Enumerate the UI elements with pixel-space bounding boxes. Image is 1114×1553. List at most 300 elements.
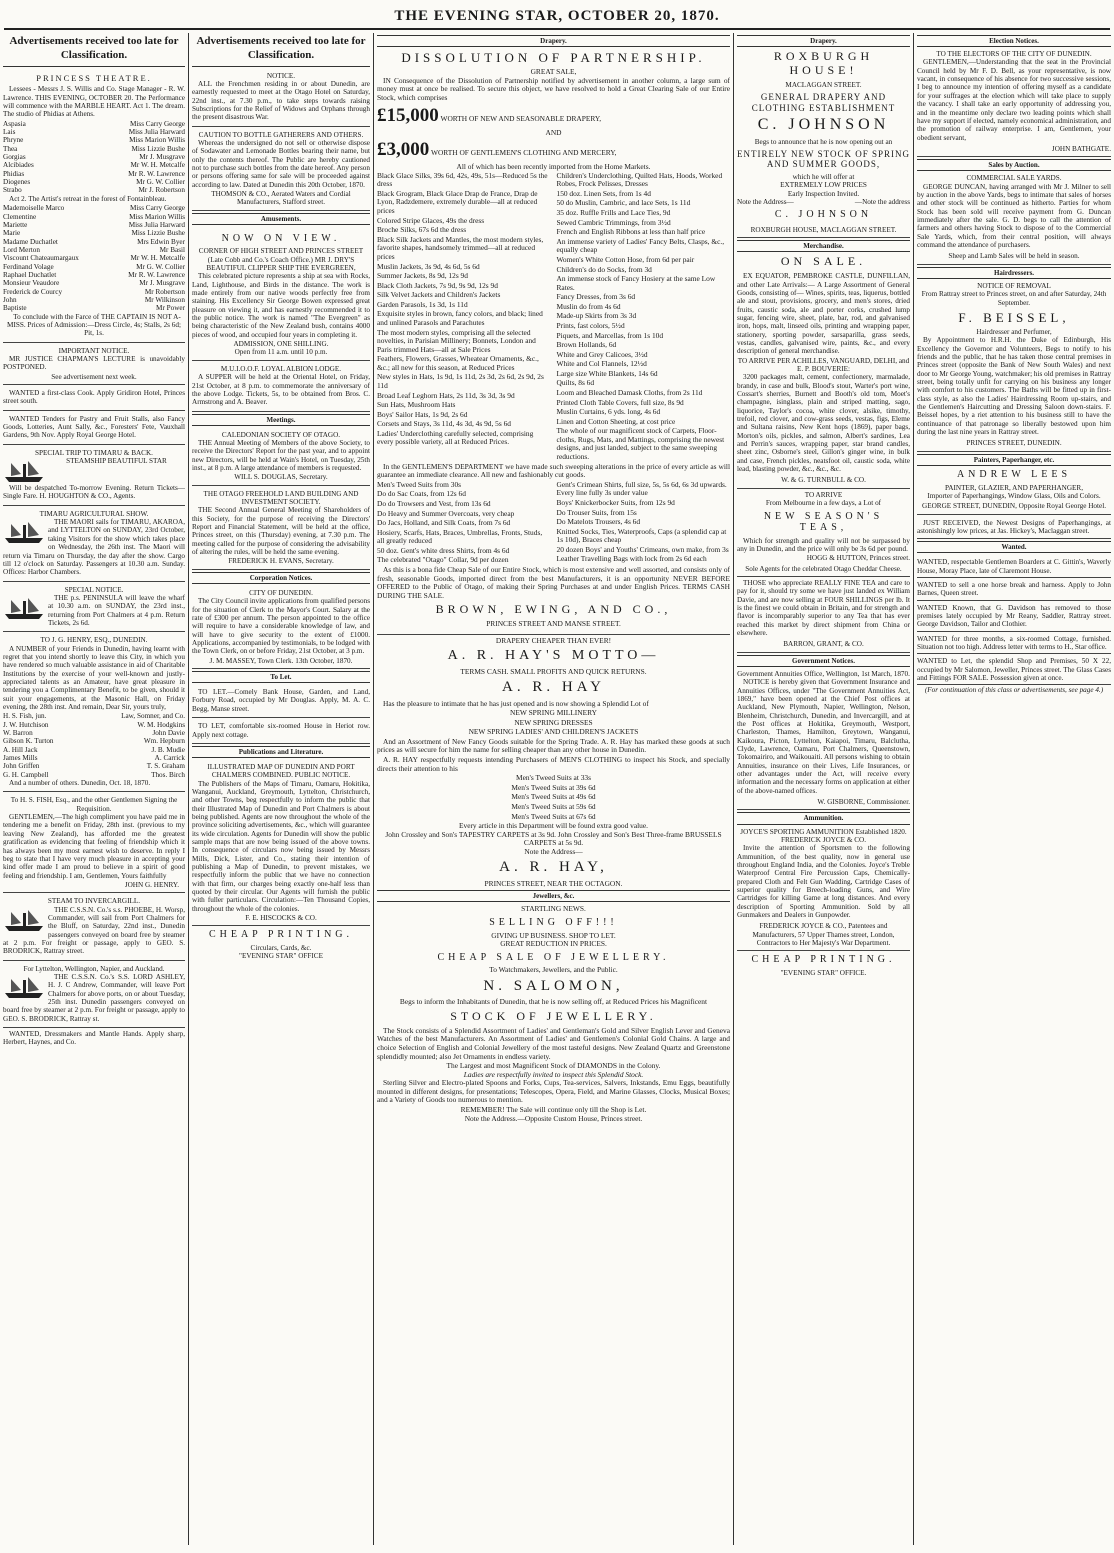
caution-text: Whereas the undersigned do not sell or otherwise dispose of Sodawater and Lemonade Bottles bearing their name, but only the contents thereof. The Public are hereby cautioned not to purchase such bottles from the date hereof. Any person or persons offering same for sale will be proceeded against according to law. Dated at Dunedin this 20th October, 1870. <box>192 138 370 189</box>
johnson-name-2: C. JOHNSON <box>774 209 873 221</box>
beissel-address: PRINCES STREET, DUNEDIN. <box>917 437 1111 451</box>
signer-row-right: John Davie <box>152 729 185 738</box>
gents-item: Leather Travelling Bags with lock from 2s 6d each <box>556 554 707 564</box>
special-title: SPECIAL NOTICE. <box>64 585 124 594</box>
column-heading: Advertisements received too late for Classification. <box>192 33 370 67</box>
wanted-list <box>917 556 1111 685</box>
admission: ADMISSION, ONE SHILLING. <box>233 340 329 349</box>
cheap-printing-title: CHEAP PRINTING. <box>751 954 896 966</box>
ladies-invite: Ladies are respectfully invited to inspect this Splendid Stock. <box>463 1069 644 1079</box>
steam-ad <box>3 895 185 960</box>
lodge-ad <box>192 363 370 412</box>
freehold-ad <box>192 488 370 570</box>
cast-row-right: Mr J. Musgrave <box>139 153 185 162</box>
cast-row-left: Baptiste <box>3 304 27 313</box>
drapery-item: 50 do Muslin, Cambric, and lace Sets, 1s 11d <box>556 198 691 208</box>
steamship-icon <box>3 595 45 621</box>
caledonian-title: CALEDONIAN SOCIETY OF OTAGO. <box>221 430 341 439</box>
lees-text: Importer of Paperhangings, Window Glass, Oils and Colors. <box>927 491 1101 500</box>
theatre-ad <box>3 70 185 343</box>
tea-agents: Sole Agents for the celebrated Otago Cheddar Cheese. <box>737 563 910 577</box>
drapery-item: White and Col Flannels, 12½d <box>556 359 647 369</box>
salomon-name: N. SALOMON, <box>483 977 624 994</box>
drapery-item: New styles in Hats, 1s 9d, 1s 11d, 2s 3d, 2s 6d, 2s 9d, 2s 11d <box>377 372 544 391</box>
cast-row-left: Marie <box>3 229 21 238</box>
cast-row-left: Viscount Chateaumargaux <box>3 254 79 263</box>
act-two: Act 2. The Artist's retreat in the forest of Fontainbleau. <box>9 194 167 203</box>
cast-row <box>3 170 185 178</box>
view-ad <box>192 228 370 361</box>
cast-row-right: Mr J. Musgrave <box>139 279 185 288</box>
signer-row <box>3 712 185 720</box>
signer-row <box>3 721 185 729</box>
imported-note: All of which has been recently imported from the Home Markets. <box>456 162 651 172</box>
steamship-icon <box>3 458 45 484</box>
section-label: Publications and Literature. <box>192 746 370 758</box>
cast-row-right: Miss Julia Harward <box>128 220 185 229</box>
jewellery-stock: STOCK OF JEWELLERY. <box>450 1008 657 1023</box>
cast-row <box>3 186 185 194</box>
caledonian-text: THE Annual Meeting of Members of the above Society, to receive the Directors' Report for the past year, and to appoint new Directors, will be held at Wain's Hotel, on Tuesday, 25th inst., at 8 p.m. A large attendance of members is requested. <box>192 439 370 473</box>
election-text: GENTLEMEN,—Understanding that the seat in the Provincial Council held by Mr F. D. Bell, as your representative, is now vacant, in consequence of his absence for two successive sessions, I beg to announce my intention of offering myself as a candidate for your suffrages at the election which will take place to supply the vacancy. I shall take an early opportunity of addressing you, and in the meantime only declare two leading points which shall have my support if elected, namely economical administration, and the promotion of railway enterprise. I am, Gentlemen, your obedient servant, <box>917 58 1111 142</box>
arrive-title: TO ARRIVE PER ACHILLES, VANGUARD, DELHI, and E. P. BOUVERIE: <box>737 356 910 374</box>
general-drapery: GENERAL DRAPERY AND CLOTHING ESTABLISHMENT <box>751 92 896 113</box>
on-sale-text: EX EQUATOR, PEMBROKE CASTLE, DUNFILLAN, and other Late Arrivals:— A Large Assortment of General Goods, consisting of— Wines, spirits, teas, liquerus, bottled ale and stout, provisions, grocery, and men's stores, dried fruits, caustic soda, ale and porter corks, crushed lump sugar, fencing wire, sheet, plate, bar, rod, and galvanised iron, hops, malt, linseed oils, printing and wrapping paper, stationery, sporting powder, sarsaparilla, grass seeds, vestas, candles, galvanised wire, paints, &c., and every description of general merchandise. <box>737 272 910 356</box>
cast-row-left: Aspasia <box>3 119 26 128</box>
cast-row-left: Clementine <box>3 212 37 221</box>
cheap-printing-sub: Circulars, Cards, &c. <box>250 944 312 953</box>
signer-row-left: W. Barron <box>3 729 33 738</box>
signer-row-right: J. B. Mudie <box>151 745 185 754</box>
arrive-signature: W. & G. TURNBULL & CO. <box>737 474 910 488</box>
steamship-icon <box>3 907 45 933</box>
section-label: To Let. <box>192 671 370 683</box>
drapery-item: The most modern styles, comprising all the selected novelties, in Parisian Millinery; Bonnets, London and Paris trimmed Hats—all at Sale Prices <box>377 327 536 354</box>
cast-row <box>3 279 185 287</box>
signer-row-left: James Mills <box>3 754 38 763</box>
henry-text: A NUMBER of your Friends in Dunedin, having learnt with regret that you intend shortly to leave this City, in which you have rendered so much valuable assistance in aid of Charitable Institutions by the exercise of your well-known and justly-appreciated talents as an Amateur, have great pleasure in tendering you a Complimentary Benefit, to be given, should it suit your engagements, at the Masonic Hall, on Friday evening, the 28th inst. And remain, Dear Sir, yours truly, <box>3 644 185 712</box>
note-address: Note the Address— <box>524 846 583 856</box>
cast-row-left: John <box>3 295 17 304</box>
ammo-title: JOYCE'S SPORTING AMMUNITION Established 1820. <box>740 827 907 836</box>
carpets: John Crossley and Son's TAPESTRY CARPETS at 3s 9d. John Crossley and Son's Best Three-frame BRUSSELS CARPETS at 5s 9d. <box>385 829 722 848</box>
and-text: AND <box>545 127 562 137</box>
notice-title: IMPORTANT NOTICE. <box>58 346 130 355</box>
henry-title: TO J. G. HENRY, ESQ., DUNEDIN. <box>40 636 148 645</box>
gov-office: Government Annuities Office, Wellington, 1st March, 1870. <box>737 669 910 678</box>
map-ad <box>192 761 370 927</box>
cheaper-title: DRAPERY CHEAPER THAN EVER! <box>495 635 612 645</box>
gents-item: 50 doz. Gent's white dress Shirts, from 4s 6d <box>377 545 510 555</box>
signer-row-left: A. Hill Jack <box>3 745 38 754</box>
caution-title: CAUTION TO BOTTLE GATHERERS AND OTHERS. <box>198 130 364 139</box>
section-label: Ammunition. <box>737 812 910 824</box>
cast-row-left: Phidias <box>3 169 25 178</box>
cast-row <box>3 238 185 246</box>
signer-row <box>3 737 185 745</box>
drapery-item: Silk Velvet Jackets and Children's Jackets <box>377 290 501 300</box>
signer-row-left: H. S. Fish, jun. <box>3 712 47 721</box>
cast-row-left: Alcibiades <box>3 161 34 170</box>
tea-title: TO ARRIVE <box>804 490 843 499</box>
map-signature: F. E. HISCOCKS & CO. <box>245 914 317 923</box>
steam-title: STEAM TO INVERCARGILL. <box>47 897 141 906</box>
section-label: Jewellers, &c. <box>377 890 730 902</box>
lodge-title: M.U.I.O.O.F. LOYAL ALBION LODGE. <box>220 364 342 373</box>
amount-clothing: £3,000 <box>377 139 430 161</box>
trip-title: SPECIAL TRIP TO TIMARU & BACK. <box>35 448 153 457</box>
city-title: CITY OF DUNEDIN. <box>249 588 313 597</box>
early-inspection: Early Inspection Invited. <box>787 189 860 198</box>
cast-row-left: Madame Duchatlet <box>3 237 58 246</box>
hay-motto: A. R. HAY'S MOTTO— <box>447 648 660 664</box>
ammo-firm: FREDERICK JOYCE & CO. <box>780 835 867 844</box>
cast-row-left: Mariette <box>3 220 28 229</box>
tea-big: NEW SEASON'S TEAS, <box>763 510 884 534</box>
drapery-item: Black Cloth Jackets, 7s 9d, 9s 9d, 12s 9d <box>377 280 498 290</box>
drapery-item: Quilts, 8s 6d <box>556 378 595 388</box>
cast-row-right: Miss Carry George <box>130 119 185 128</box>
caledonian-ad <box>192 429 370 486</box>
hay-terms: TERMS CASH. SMALL PROFITS AND QUICK RETURNS. <box>460 666 647 676</box>
yards-text: GEORGE DUNCAN, having arranged with Mr J. Milner to sell by auction in the above Yards, begs to intimate that sales of horses and other stock will be continued as hitherto. Parties for whom Stock has been sold will receive payment from G. Duncan immediately after the sale. G. D. begs to call the attention of farmers and others having Stock to dispose of to the Commercial Sale Yards, which, from their central position, will always command the attendance of purchasers. <box>917 182 1111 250</box>
to-watchmakers: To Watchmakers, Jewellers, and the Public. <box>489 965 618 975</box>
newspaper-title: THE EVENING STAR, OCTOBER 20, 1870. <box>394 8 720 24</box>
drapery-item: 150 doz. Linen Sets, from 1s 4d <box>556 188 651 198</box>
column-heading: Advertisements received too late for Classification. <box>3 33 185 67</box>
roxburgh-street: MACLAGGAN STREET. <box>785 80 862 89</box>
cast-row-right: Mr Wilkinson <box>144 295 185 304</box>
stock-text: The Stock consists of a Splendid Assortment of Ladies' and Gentleman's Gold and Silver English Lever and Geneva Watches of the best Manufacturers. An Assortment of Ladies' and Gentlemen's Colonial Gold Chains. A large and choice Selection of English and Colonial Jewellery of the most tasteful designs. New Zealand Quartz and Greenstone splendidly mounted; also Jet Ornaments in endless variety. <box>377 1025 730 1061</box>
column-1 <box>0 33 188 1545</box>
drapery-item: Colored Stripe Glaces, 49s the dress <box>377 215 485 225</box>
section-label: Corporation Notices. <box>192 572 370 584</box>
roxburgh-address: ROXBURGH HOUSE, MACLAGGAN STREET. <box>737 224 910 238</box>
drapery-item: Sun Hats, Mushroom Hats <box>377 400 456 410</box>
cast-row <box>3 128 185 136</box>
cast-row-right: Mr G. W. Collier <box>136 262 185 271</box>
section-label: Amusements. <box>192 213 370 225</box>
yards-close: Sheep and Lamb Sales will be held in season. <box>917 250 1111 264</box>
tweed-price: Men's Tweed Suits at 49s 6d <box>511 792 596 802</box>
caution-signature: THOMSON & CO., Aerated Waters and Cordial Manufacturers, Stafford street. <box>211 189 351 207</box>
drapery-item: Broche Silks, 67s 6d the dress <box>377 225 467 235</box>
tea-text: Which for strength and quality will not be surpassed by any in Dunedin, and the price will only be 3s 6d per pound. <box>737 536 910 554</box>
signer-row-right: T. S. Graham <box>146 762 185 771</box>
cast-row-right: Miss Carry George <box>130 204 185 213</box>
map-text: The Publishers of the Maps of Timaru, Oamaru, Hokitika, Wanganui, Auckland, Greymouth, Lyttelton, Christchurch, and other Towns, beg respectfully to inform the public that their Illustrated Map of Dunedin and Port Chalmers is about being published. Agents are now throughout the whole of the province soliciting advertisements, &c., which will guarantee its wide circulation. Agents for Dunedin will show the public sample maps that are now being issued of the above towns. In consequence of circulars now being issued by Messrs Mills, Dick, Lister, and Co., stating their intention of publishing a Map of Dunedin, to prevent mistakes, we respectfully inform the public that we have no connection with that firm, our charges being exactly one-half less than quoted by their circular. Our Agents will furnish the public with fuller particulars. Circulation:—Ten Thousand Copies, throughout the whole of the colonies. <box>192 779 370 913</box>
city-signature: J. M. MASSEY, Town Clerk. 13th October, 1870. <box>209 656 353 665</box>
lees-sub: PAINTER, GLAZIER, AND PAPERHANGER, <box>944 483 1084 492</box>
gents-item: Do do Sac Coats, from 12s 6d <box>377 489 466 499</box>
note-right: —Note the address <box>854 197 910 206</box>
notice-text: MR JUSTICE CHAPMAN'S LECTURE is unavoidably POSTPONED. <box>3 355 185 372</box>
show-text: THE MAORI sails for TIMARU, AKAROA, and LYTTELTON on SUNDAY, 23rd October, taking Visitors for the show which takes place on Wednesday, the 26th inst. The Maori will return via Timaru on Thursday, the day after the show. Cargo till 12 o'clock on Saturday. Passengers at 10.30 a.m. Sunday. Offices: Harbor Chambers. <box>3 518 185 577</box>
signer-row-left: J. W. Hutchison <box>3 720 49 729</box>
lyttelton-ad <box>3 963 185 1028</box>
amount-drapery: £15,000 <box>377 104 439 126</box>
entirely-new: ENTIRELY NEW STOCK OF SPRING AND SUMMER GOODS, <box>737 149 910 170</box>
section-label: Meetings. <box>192 414 370 426</box>
cast-row <box>3 221 185 229</box>
cast-row <box>3 145 185 153</box>
gents-items-left <box>377 481 551 566</box>
cast-row-left: Lord Merton <box>3 245 40 254</box>
gents-items <box>377 481 730 566</box>
fish-ad <box>3 794 185 893</box>
drapery-item: Made-up Skirts from 3s 3d <box>556 311 637 321</box>
drapery-item: White and Grey Calicoes, 3½d <box>556 349 648 359</box>
cast-row-right: Mr R. W. Lawrence <box>128 169 185 178</box>
cheap-printing-office: "EVENING STAR" OFFICE. <box>780 968 867 977</box>
show-ad <box>3 508 185 582</box>
notice-ad <box>3 345 185 385</box>
hay-line: NEW SPRING LADIES' AND CHILDREN'S JACKETS <box>468 727 639 737</box>
tweed-price: Men's Tweed Suits at 59s 6d <box>511 801 596 811</box>
section-label: Sales by Auction. <box>917 159 1111 171</box>
cast-row-right: Mr R. W. Lawrence <box>128 270 185 279</box>
tweed-prices <box>377 774 730 821</box>
fine-tea-text: THOSE who appreciate REALLY FINE TEA and care to pay for it, should try some we have just landed ex William Davie, and are now selling at FOUR SHILLINGS per lb. It is the finest we could obtain in Britain, and for strength and flavor is incomparably superior to any Tea that has ever reached this market by direct shipment from China or elsewhere. <box>737 579 910 638</box>
gents-item: Do Matelots Trousers, 4s 6d <box>556 517 641 527</box>
theatre-title: PRINCESS THEATRE. <box>36 72 152 83</box>
section-label: Merchandise. <box>737 240 910 252</box>
drapery-item: Garden Parasols, 1s 3d, 1s 11d <box>377 299 468 309</box>
drapery-item: Muslin do from 4s 6d <box>556 301 621 311</box>
signer-row <box>3 729 185 737</box>
drapery-item: Linen and Cotton Sheeting, at cost price <box>556 416 676 426</box>
signer-row-right: A. Carrick <box>154 754 185 763</box>
drapery-item: Piquets, and Marcellas, from 1s 10d <box>556 330 664 340</box>
wanted-ad <box>3 387 185 411</box>
hay-line: NEW SPRING DRESSES <box>514 717 593 727</box>
lyttelton-text: THE C.S.S.N. Co.'s S.S. LORD ASHLEY, H. J. C Andrew, Commander, will leave Port Chalmers for above ports, on or about Tuesday, 25th inst. Dunedin passengers conveyed on board free by steamer at 2 p.m. For freight or passage, apply to GEO. S. BRODRICK, Rattray st. <box>3 972 185 1023</box>
custom-house-address: Note the Address.—Opposite Custom House, Princes street. <box>464 1113 643 1123</box>
lodge-text: A SUPPER will be held at the Oriental Hotel, on Friday, 21st October, at 8 p.m. to commemorate the anniversary of the above Lodge. Tickets, 5s, to be obtained from Bros. C. Armstrong and A. Beaver. <box>192 373 370 407</box>
cast-row <box>3 120 185 128</box>
removal-sub: From Rattray street to Princes street, on and after Saturday, 24th September. <box>921 290 1107 307</box>
signer-row-right: Wm. Hepburn <box>143 737 185 746</box>
fish-text: GENTLEMEN,—The high compliment you have paid me in tendering me a benefit on Friday, 28th inst. (previous to my leaving New Zealand), has afforded me the greatest gratification as evidencing that feeling of friendship which it has always been my most earnest wish to deserve. In reply I beg to state that I have very much pleasure in accepting your kind offer made I am proud to believe in a spirit of good feeling and friendship. I am, Gentlemen, Yours faithfully <box>3 813 185 880</box>
drapery-items <box>377 172 730 463</box>
cast-row-right: Mr W. H. Metcalfe <box>130 254 185 263</box>
cast-row-right: Mr W. H. Metcalfe <box>130 161 185 170</box>
cast-row-right: Mr Power <box>156 304 185 313</box>
steamship-icon <box>3 974 45 1000</box>
dissolution-text: IN Consequence of the Dissolution of Partnership notified by advertisement in another column, a large sum of money must at once be realised. To secure this object, we have resolved to hold a Great Clearing Sale of our Entire Stock, which comprises <box>377 75 730 102</box>
amount-drapery-text: WORTH OF NEW AND SEASONABLE DRAPERY, <box>440 113 602 123</box>
section-label: Drapery. <box>737 35 910 47</box>
cast-row-left: Raphael Duchatlet <box>3 270 57 279</box>
drapery-items-left <box>377 172 551 463</box>
dissolution-title: DISSOLUTION OF PARTNERSHIP. <box>401 50 706 66</box>
steam-text: THE C.S.S.N. Co.'s s.s. PHOEBE, H. Worsp, Commander, will sail from Port Chalmers for the Bluff, on Saturday, 22nd inst., Dunedin passengers conveyed on board free by steamer at 2 p.m. For freight or passage, apply to GEO. S. BRODRICK, Rattray street. <box>3 905 185 956</box>
hay-men: A. R. HAY respectfully requests intending Purchasers of MEN'S CLOTHING to inspect his Stock, and specially directs their attention to his <box>377 755 730 773</box>
lees-just: JUST RECEIVED, the Newest Designs of Paperhangings, at astonishingly low prices, at Jas. Hickey's, Maclaggan street. <box>917 517 1111 540</box>
cast-row <box>3 246 185 254</box>
gents-item: Knitted Socks, Ties, Waterproofs, Caps (a splendid cap at 1s 10d), Braces cheap <box>556 526 727 545</box>
cheap-printing-office: "EVENING STAR" OFFICE <box>239 952 323 961</box>
gov-signature: W. GISBORNE, Commissioner. <box>737 796 910 810</box>
section-label: Hairdressers. <box>917 267 1111 279</box>
theatre-close: To conclude with the Farce of THE CAPTAIN IS NOT A-MISS. Prices of Admission:—Dress Circle, 4s; Stalls, 2s 6d; Pit, 1s. <box>7 312 181 338</box>
cast-row <box>3 271 185 279</box>
drapery-item: An immense stock of Fancy Hosiery at the same Low Rates. <box>556 274 716 292</box>
ammo-signature: FREDERICK JOYCE & CO., Patentees and Manufacturers, 57 Upper Thames street, London, Contractors to Her Majesty's War Department. <box>737 920 910 951</box>
masthead <box>0 0 1114 32</box>
special-ad <box>3 584 185 633</box>
low-prices: EXTREMELY LOW PRICES <box>780 181 867 190</box>
column-4 <box>734 33 913 1545</box>
henry-ad <box>3 634 185 792</box>
gents-item: Do do Trowsers and Vest, from 13s 6d <box>377 498 491 508</box>
signer-row-left: Gibson K. Turton <box>3 737 54 746</box>
signer-row <box>3 762 185 770</box>
french-notice-ad <box>192 70 370 127</box>
freehold-title: THE OTAGO FREEHOLD LAND BUILDING AND INVESTMENT SOCIETY. <box>203 489 359 507</box>
special-text: THE p.s. PENINSULA will leave the wharf at 10.30 a.m. on SUNDAY, the 23rd inst., returning from Port Chalmers at 4 p.m. Return Tickets, 2s 6d. <box>48 593 185 627</box>
theatre-text: Lessees - Messrs J. S. Willis and Co. Stage Manager - R. W. Lawrence. THIS EVENING, OCTOBER 20. The Performance will commence with the MARBLE HEART. Act 1. The dream. The studio of Phidias at Athens. <box>3 85 185 119</box>
drapery-item: An immense variety of Ladies' Fancy Belts, Clasps, &c., equally cheap <box>556 236 725 255</box>
drapery-item: Children's Underclothing, Quilted Hats, Hoods, Worked Robes, Frock Pelisses, Dresses <box>556 170 723 189</box>
henry-close: And a number of others. Dunedin, Oct. 18, 1870. <box>9 779 151 788</box>
bona-fide-text: As this is a bona fide Cheap Sale of our Entire Stock, which is most extensive and well assorted, and consists only of fresh, seasonable Goods, imported direct from the best Manufacturers, it is an opportunity NEVER BEFORE OFFERED to the Public of Otago, of making their Spring Purchases at and under English Prices. TERMS CASH DURING THE SALE. <box>377 565 730 600</box>
cheap-printing-title: CHEAP PRINTING. <box>208 929 354 941</box>
election-title: TO THE ELECTORS OF THE CITY OF DUNEDIN. <box>936 50 1092 59</box>
gov-text: NOTICE is hereby given that Government Insurance and Annuities Offices, under "The Government Annuities Act, 1869," have been opened at the Chief Post offices at Auckland, New Plymouth, Napier, Wellington, Nelson, Blenheim, Christchurch, Dunedin, and Invercargill, and at the Post offices at Hokitika, Greymouth, Westport, Charleston, Thames, Hamilton, Greytown, Wanganui, Kaikoura, Picton, Lyttelton, Kaiapoi, Timaru, Balclutha, Clyde, Lawrence, Oamaru, Port Chalmers, Queenstown, Tokomairiro, and Waikouaiti. All persons wishing to obtain Annuities, insurance on their Lives, Life Insurances, or other advantages under the Act, will receive every information and the necessary forms on application at either of the above-named offices. <box>737 678 910 795</box>
map-title: ILLUSTRATED MAP OF DUNEDIN AND PORT CHALMERS COMBINED. PUBLIC NOTICE. <box>207 762 355 780</box>
drapery-item: Black Glace Silks, 39s 6d, 42s, 49s, 51s—Reduced 5s the dress <box>377 170 548 189</box>
cast-row-right: Miss Julia Harward <box>128 128 185 137</box>
drapery-item: Fancy Dresses, from 3s 6d <box>556 292 636 302</box>
drapery-item: French and English Ribbons at less than half price <box>556 227 706 237</box>
ammo-text: Invite the attention of Sportsmen to the following Ammunition, of the best quality, now in general use throughout England India, and the Colonies. Joyce's Treble Waterproof Central Fire Percussion Caps, Chemically-prepared Cloth and Felt Gun Wadding, Cartridge Cases of superior quality for Breech-loading Guns, and Wire Cartridges for killing Game at long distances. And every description of Sporting Ammunition. Sold by all Gunmakers and Dealers in Gunpowder. <box>737 844 910 919</box>
continuation-note: (For continuation of this class or advertisements, see page 4.) <box>924 686 1104 695</box>
caution-ad <box>192 129 370 211</box>
gents-item: Do Trouser Suits, from 15s <box>556 507 637 517</box>
wanted-ad: WANTED, respectable Gentlemen Boarders at C. Gittin's, Waverly House, Moray Place, late of Claremont House. <box>917 556 1111 578</box>
drapery-item: Muslin Curtains, 6 yds. long, 4s 6d <box>556 407 661 417</box>
cast-row <box>3 296 185 304</box>
wanted-ad: WANTED to Let, the splendid Shop and Premises, 50 X 22, occupied by Mr Salomon, Jeweller, Princes street. The Glass Cases and Fittings FOR SALE. Possession given at once. <box>917 655 1111 685</box>
tea-from: From Melbourne in a few days, a Lot of <box>765 499 882 508</box>
jewel-sale: CHEAP SALE OF JEWELLERY. <box>437 951 670 963</box>
remember: REMEMBER! The Sale will continue only till the Shop is Let. <box>460 1105 647 1115</box>
removal-title: NOTICE OF REMOVAL <box>977 281 1051 290</box>
yards-title: COMMERCIAL SALE YARDS. <box>966 174 1062 183</box>
drapery-item: Large size White Blankets, 14s 6d <box>556 368 658 378</box>
selling-off: SELLING OFF!!! <box>489 917 618 929</box>
notice-title: NOTICE. <box>266 71 296 80</box>
freehold-signature: FREDERICK H. EVANS, Secretary. <box>228 557 334 566</box>
cast-row <box>3 304 185 312</box>
section-label: Government Notices. <box>737 655 910 667</box>
signer-row-right: Thos. Birch <box>151 770 185 779</box>
lyttelton-title: For Lyttelton, Wellington, Napier, and Auckland. <box>23 964 165 973</box>
wanted-ad <box>3 413 185 445</box>
hay-text: Has the pleasure to intimate that he has just opened and is now showing a Splendid Lot of <box>383 698 649 708</box>
gents-item: Do Jacs, Holland, and Silk Coats, from 7s 6d <box>377 518 511 528</box>
trip-ad <box>3 447 185 506</box>
signer-row-right: Law, Somner, and Co. <box>121 712 185 721</box>
masthead-rule <box>4 28 1110 30</box>
hay-more: And an Assortment of New Fancy Goods suitable for the Spring Trade. A. R. Hay has marked these goods at such prices as will secure for him the name for selling cheaper than any other house in Dunedin. <box>377 736 730 755</box>
gents-item: Do Heavy and Summer Overcoats, very cheap <box>377 508 515 518</box>
drapery-item: Broad Leaf Leghorn Hats, 2s 11d, 3s 3d, 3s 9d <box>377 390 515 400</box>
beissel-text: By Appointment to H.R.H. the Duke of Edinburgh, His Excellency the Governor and Volunteers, Begs to notify to his friends and the public, that he has taken those central premises in Princes street (opposite the Bank of New South Wales) and next door to Mr George Young, watchmaker; his old premises in Rattray street, being totally unfit for carrying on his business any longer with comfort to his customers. The Baths will be fitted up in first-class style, as also the Ladies' Hairdressing Room up-stairs, and the Gentlemen's Haircutting and Dressing Saloon down-stairs. F. Beissel hopes, by a riet attention to his business still to have the continuance of that patronage so liberally bestowed upon him during the last nine years in Rattray street. <box>917 336 1111 437</box>
cast-row-right: Mr J. Robertson <box>138 186 185 195</box>
diamonds: The Largest and most Magnificent Stock of DIAMONDS in the Colony. <box>446 1061 661 1071</box>
section-label: Election Notices. <box>917 35 1111 47</box>
drapery-item: Exquisite styles in brown, fancy colors, and black; lined and unlined Parasols and Parachutes <box>377 309 543 327</box>
cast-row <box>3 288 185 296</box>
section-label: Drapery. <box>377 35 730 47</box>
cast-row-left: Lais <box>3 128 16 137</box>
city-ad <box>192 587 370 669</box>
firm-name: BROWN, EWING, AND CO., <box>435 602 672 617</box>
tweed-price: Men's Tweed Suits at 67s 6d <box>511 811 596 821</box>
signer-row-left: John Griffen <box>3 762 40 771</box>
drapery-item: Loom and Bleached Damask Cloths, from 2s 11d <box>556 388 703 398</box>
note-left: Note the Address— <box>737 197 794 206</box>
firm-address: PRINCES STREET AND MANSE STREET. <box>486 619 621 629</box>
notice-text: ALL the Frenchmen residing in or about Dunedin, are earnestly requested to meet at the Otago Hotel on Saturday, 22nd inst., at 7.30 p.m., to take steps towards raising Subscriptions for the Relief of Widows and Orphans through the present disastrous War. <box>192 79 370 122</box>
steamship-icon <box>3 519 45 545</box>
offer: which he will offer at <box>792 172 855 181</box>
cast-row-left: Monsieur Veaudore <box>3 279 60 288</box>
hay-extra: Every article in this Department will be found extra good value. <box>458 821 649 831</box>
cast-row-right: Miss Marion Willis <box>129 212 185 221</box>
drapery-item: Women's White Cotton Hose, from 6d per pair <box>556 254 695 264</box>
drapery-item: Sewed Cambric Trimmings, from 3½d <box>556 217 671 227</box>
signer-row <box>3 771 185 779</box>
caledonian-signature: WILL S. DOUGLAS, Secretary. <box>234 473 328 482</box>
cast-row-left: Diogenes <box>3 178 31 187</box>
beissel-sub: Hairdresser and Perfumer, <box>976 328 1052 336</box>
cast-row-right: Miss Marion Willis <box>129 136 185 145</box>
tweed-price: Men's Tweed Suits at 39s 6d <box>511 782 596 792</box>
view-text: CORNER OF HIGH STREET AND PRINCES STREET (Late Cobb and Co.'s Coach Office.) MR J. DRY'S BEAUTIFUL CLIPPER SHIP THE EVERGREEN, <box>198 247 364 273</box>
salomon-text: Begs to inform the Inhabitants of Dunedin, that he is now selling off, at Reduced Prices his Magnificent <box>399 997 708 1007</box>
begs: Begs to announce that he is now opening out an <box>754 137 893 146</box>
drapery-item: The whole of our magnificent stock of Carpets, Floor-cloths, Rugs, Mats, and Mattings, comprising the newest designs, and just landed, subject to the same sweeping reductions. <box>556 426 725 462</box>
cast-row-right: Mr G. W. Collier <box>136 178 185 187</box>
cast-row <box>3 213 185 221</box>
johnson-name: C. JOHNSON <box>757 116 890 134</box>
fine-tea-signature: BARRON, GRANT, & CO. <box>737 638 910 652</box>
cast-list <box>3 204 185 312</box>
giving-up: GIVING UP BUSINESS. SHOP TO LET. <box>491 930 616 940</box>
gents-item: Hosiery, Scarfs, Hats, Braces, Umbrellas, Fronts, Studs, all greatly reduced <box>377 527 543 546</box>
trip-ship: STEAMSHIP BEAUTIFUL STAR <box>66 457 167 466</box>
hay-big-name: A. R. HAY, <box>499 859 608 876</box>
trip-text: Will be despatched To-morrow Evening. Return Tickets—Single Fare. H. HOUGHTON & CO., Agents. <box>3 484 185 501</box>
column-3 <box>374 33 733 1545</box>
signer-row-left: G. H. Campbell <box>3 770 49 779</box>
cast-row <box>3 204 185 212</box>
cast-row <box>3 229 185 237</box>
drapery-item: Black Grogram, Black Glace Drap de France, Drap de Lyon, Radzdemere, extremely durable—all at reduced prices <box>377 188 538 216</box>
freehold-text: THE Second Annual General Meeting of Shareholders of this Society, for the purpose of receiving the Directors' Report and Financial Statement, will be held at the office, Princes street, on this (Thursday) evening, at 7.30 p.m. The meeting called for the purpose of considering the advisability of altering the rules, will be held the same evening. <box>192 506 370 557</box>
hay-line: NEW SPRING MILLINERY <box>510 708 597 718</box>
show-title: TIMARU AGRICULTURAL SHOW. <box>39 509 149 518</box>
cast-row-left: Mademoiselle Marco <box>3 204 65 213</box>
on-sale-title: ON SALE. <box>780 254 867 269</box>
drapery-item: Boys' Sailor Hats, 1s 9d, 2s 6d <box>377 409 468 419</box>
hay-name: A. R. HAY <box>502 679 605 696</box>
let-text: TO LET.—Comely Bank House, Garden, and Land, Forbury Road, occupied by Mr Douglas. Apply, M. A. C. Begg, Manse street. <box>192 688 370 713</box>
wanted-ad: WANTED to sell a one horse break and harness. Apply to John Barnes, Queen street. <box>917 579 1111 601</box>
